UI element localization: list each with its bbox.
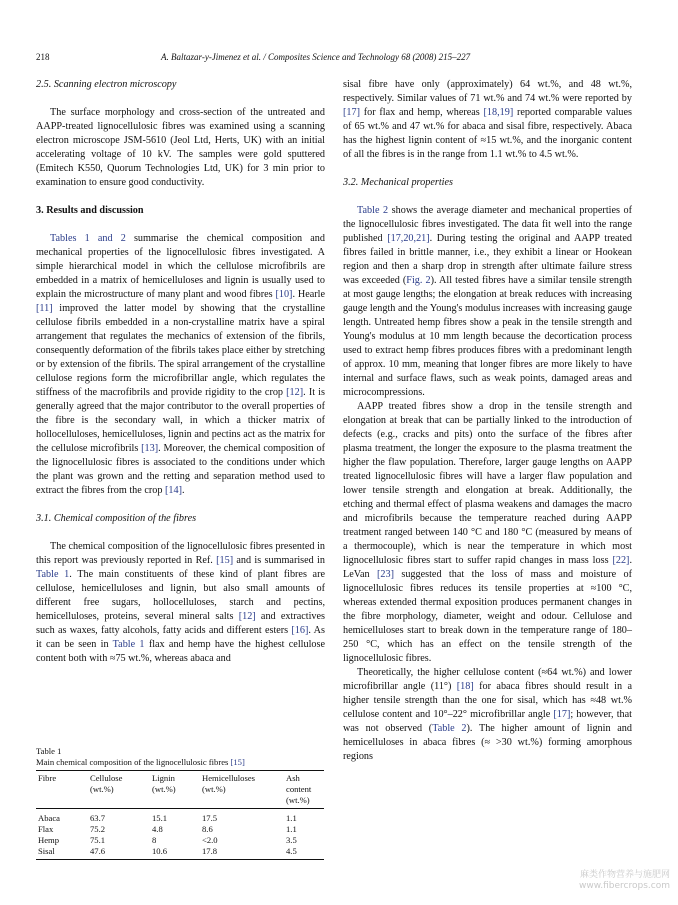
figure-ref-link[interactable]: Fig. 2 — [406, 275, 431, 286]
section-3-title: 3. Results and discussion — [36, 205, 144, 216]
table-header-cell: Ash content (wt.%) — [286, 773, 312, 805]
section-3-2-paragraph-3: Theoretically, the higher cellulose content (≈64 wt.%) and lower microfibrillar angle (11°) [18] for abaca fibres should result in a higher tensile strength than the one for sisal, which has ≈48 wt.% cellulose content and 10°–22° microfibrillar angle [17]; however, that was not observed (Table 2). The higher amount of lignin and hemicelluloses in abaca fibres (≈ >30 wt.%) forming amorphous regions — [343, 667, 632, 762]
citation-link[interactable]: [22] — [612, 555, 630, 566]
table-row — [36, 846, 324, 860]
table-cell: 4.8 — [152, 824, 163, 834]
table-ref-link[interactable]: Table 1 — [36, 569, 70, 580]
table-1-caption: Main chemical composition of the lignocellulosic fibres [15] — [36, 757, 245, 767]
table-ref-link[interactable]: Table 1 — [112, 639, 145, 650]
table-1-label: Table 1 — [36, 746, 62, 756]
table-header-row — [36, 771, 324, 809]
citation-link[interactable]: [15] — [230, 757, 245, 767]
table-header-cell: Lignin (wt.%) — [152, 773, 176, 794]
table-cell: 8.6 — [202, 824, 213, 834]
section-3-2-title: 3.2. Mechanical properties — [343, 177, 453, 188]
section-3-paragraph: Tables 1 and 2 summarise the chemical composition and mechanical properties of the lignocellulosic fibres investigated. A simple hierarchical model in which the cellulose microfibrils are embedded in a matrix of hemicelluloses and lignin is usually used to explain the microstructure of many plant and wood fibres [10]. Hearle [11] improved the latter model by showing that the crystalline cellulose fibrils embedded in a non-crystalline matrix have a spiral arrangement that regulates the mechanics of extension of the fibrils, consequently deformation of the fibrils takes place either by stretching or by extension of the fibrils. The spiral arrangement of the crystalline cellulose regions form the microfibrillar angle, which regulates the stiffness of the macrofibrils and provide rigidity to the crop [12]. It is generally agreed that the major contributor to the overall properties of the fibre is the secondary wall, in which a thicker matrix of hollocelluloses, hemicelluloses, lignin and pectins act as the matrix for the cellulose microfibrils [13]. Moreover, the chemical composition of the lignocellulosic fibres is associated to the conditions under which the plant was grown and the retting and separation method used to extract the fibres from the crop [14]. — [36, 233, 325, 496]
citation-link[interactable]: [18] — [456, 681, 474, 692]
table-cell: 17.5 — [202, 813, 218, 823]
watermark-line: 麻类作物营养与施肥网 — [579, 870, 670, 880]
table-cell: 47.6 — [90, 846, 106, 856]
table-cell: Sisal — [38, 846, 55, 856]
table-cell: 75.1 — [90, 835, 106, 845]
table-header-cell: Hemicelluloses (wt.%) — [202, 773, 255, 794]
table-cell: 8 — [152, 835, 157, 845]
page-number: 218 — [36, 52, 50, 62]
table-cell: <2.0 — [202, 835, 218, 845]
table-cell: 17.8 — [202, 846, 218, 856]
section-2-5-title: 2.5. Scanning electron microscopy — [36, 79, 177, 90]
section-3-2-paragraph-1: Table 2 shows the average diameter and mechanical properties of the lignocellulosic fibres investigated. The data fit well into the range published [17,20,21]. During testing the original and AAPP treated fibres failed in brittle manner, i.e., they exhibit a linear or Hookean region and then a sharp drop in strength after ultimate failure stress was exceeded (Fig. 2). All tested fibres have a similar tensile strength at most gauge lengths; the elongation at break reduces with increasing gauge length and the Young's modulus increases with increasing gauge length. Untreated hemp fibres show a peak in the tensile strength and Young's modulus at 10 mm length because the decortication process used to extract hemp fibres produces fibres with a predominant length of approx. 10 mm, meaning that longer fibres are more likely to have internal and surface flaws, such as weak points, damaged areas and microcompressions. — [343, 205, 632, 398]
citation-link[interactable]: [14] — [165, 485, 182, 496]
table-row — [36, 824, 324, 835]
table-cell: Hemp — [38, 835, 60, 845]
table-cell: 15.1 — [152, 813, 168, 823]
running-title: A. Baltazar-y-Jimenez et al. / Composites Science and Technology 68 (2008) 215–227 — [161, 52, 471, 62]
citation-link[interactable]: [12] — [286, 387, 304, 398]
table-header-cell: Fibre — [38, 773, 57, 783]
table-1 — [36, 746, 324, 860]
watermark-url: www.fibercrops.com — [579, 881, 670, 891]
continued-paragraph: sisal fibre have only (approximately) 64 wt.%, and 48 wt.%, respectively. Similar values of 71 wt.% and 74 wt.% were reported by [17] for flax and hemp, whereas [18,19] reported comparable values of 65 wt.% and 47 wt.% for abaca and sisal fibre, respectively. Abaca has the highest lignin content of ≈15 wt.%, and the inorganic content of all the fibres is in the range from 1.1 wt.% to 4.5 wt.%. — [343, 79, 633, 160]
section-2-5-paragraph: The surface morphology and cross-section of the untreated and AAPP-treated lignocellulosic fibres was examined using a scanning electron microscope JSM-5610 (Jeol Ltd, Herts, UK) with an initial accelerating voltage of 10 kV. The samples were gold sputtered (Emitech K550, Quorum Technologies Ltd, UK) for 3 min prior to examination to ensure good conductivity. — [36, 107, 325, 188]
table-cell: 1.1 — [286, 813, 297, 823]
table-cell: 63.7 — [90, 813, 106, 823]
citation-link[interactable]: [18,19] — [483, 107, 514, 118]
table-cell: 10.6 — [152, 846, 168, 856]
table-ref-link[interactable]: Table 2 — [357, 205, 389, 216]
table-cell: 75.2 — [90, 824, 106, 834]
citation-link[interactable]: [16] — [291, 625, 309, 636]
citation-link[interactable]: [17] — [553, 709, 571, 720]
watermark — [579, 870, 670, 892]
citation-link[interactable]: [11] — [36, 303, 53, 314]
right-column — [343, 78, 632, 764]
left-column — [36, 78, 325, 666]
citation-link[interactable]: [13] — [141, 443, 159, 454]
table-cell: 1.1 — [286, 824, 297, 834]
table-cell: Flax — [38, 824, 54, 834]
table-ref-link[interactable]: Tables 1 and 2 — [50, 233, 126, 244]
citation-link[interactable]: [23] — [376, 569, 394, 580]
table-row — [36, 835, 324, 846]
section-3-1-title: 3.1. Chemical composition of the fibres — [36, 513, 197, 524]
table-ref-link[interactable]: Table 2 — [432, 723, 467, 734]
table-cell: 3.5 — [286, 835, 297, 845]
citation-link[interactable]: [12] — [238, 611, 256, 622]
table-header-cell: Cellulose (wt.%) — [90, 773, 123, 794]
citation-link[interactable]: [17,20,21] — [387, 233, 430, 244]
section-3-1-paragraph: The chemical composition of the lignocellulosic fibres presented in this report was previously reported in Ref. [15] and is summarised in Table 1. The main constituents of these kind of plant fibres are cellulose, hemicelluloses and lignin, but also small amounts of different free sugars, hollocelluloses, starch and pectins, hemicelluloses, proteins, several mineral salts [12] and extractives such as waxes, fatty alcohols, fatty acids and different esters [16]. As it can be seen in Table 1 flax and hemp have the highest cellulose content both with ≈75 wt.%, whereas abaca and — [36, 541, 325, 664]
table-cell: 4.5 — [286, 846, 297, 856]
citation-link[interactable]: [10] — [275, 289, 293, 300]
table-cell: Abaca — [38, 813, 60, 823]
table-row — [36, 809, 324, 825]
citation-link[interactable]: [15] — [216, 555, 234, 566]
chemical-composition-table — [36, 770, 324, 860]
section-3-2-paragraph-2: AAPP treated fibres show a drop in the tensile strength and elongation at break that can be partially linked to the introduction of defects (e.g., cracks and pits) onto the surface of the fibres after plasma treatment, the longer the exposure to the plasma treatment the higher the flaw population. Therefore, larger gauge lengths on AAPP treated lignocellulosic fibres will have a larger flaw population and lower tensile strength and elongation at break. Additionally, the etching and thermal effect of plasma weakens and damages the macro and microfibrils because the temperature reached during AAPP treatment ranged between 140 °C and 180 °C (measured by means of a thermocouple), which is near the temperature in which most lignocellulosic fibres start to suffer rapid changes in mass loss [22]. LeVan [23] suggested that the loss of mass and moisture of lignocellulosic fibres reduces its tensile properties at ≈100 °C, whereas extended thermal exposition produces permanent changes in the fibre morphology, diameter, weight and odour. Cellulose and hemicelluloses start to break down in the temperature range of 180–250 °C, which has an effect on the tensile strength of the lignocellulosic fibres. — [343, 401, 632, 664]
citation-link[interactable]: [17] — [343, 107, 360, 118]
